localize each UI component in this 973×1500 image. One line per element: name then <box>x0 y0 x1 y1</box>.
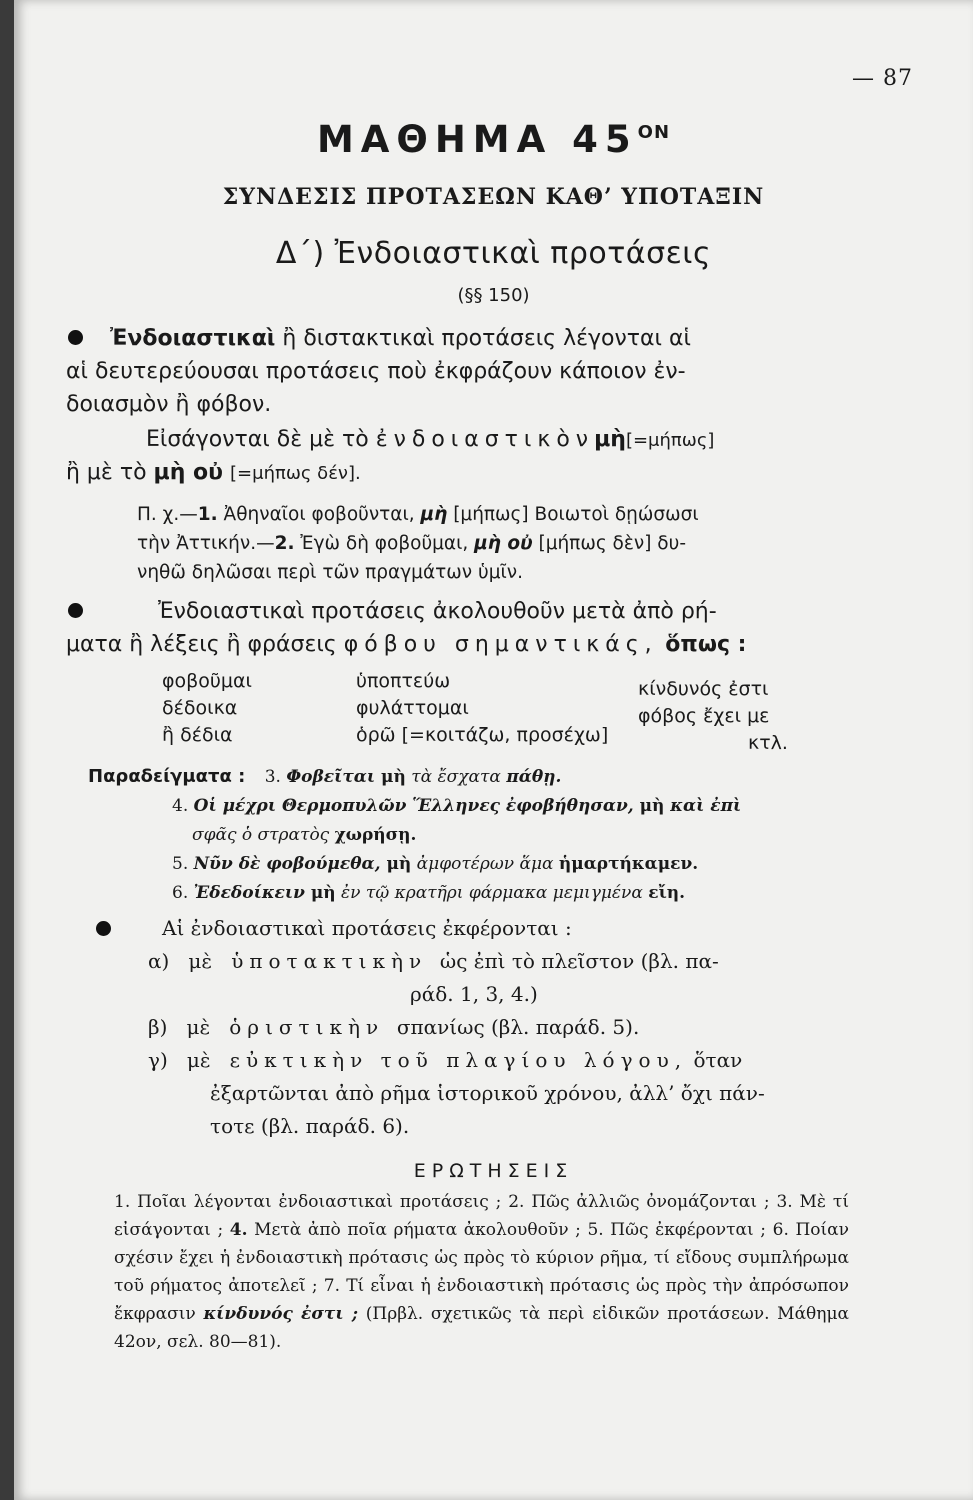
ex-intro-text2c: [μήπως δὲν] δυ- <box>532 533 687 554</box>
ex-intro-text2a: τὴν Ἀττικήν.— <box>137 533 275 554</box>
intro-line1-start: Εἰσάγονται δὲ μὲ τὸ <box>146 427 369 452</box>
follows-line1: Ἐνδοιαστικαὶ προτάσεις ἀκολουθοῦν μετὰ ἀπὸ ρή- <box>158 599 717 624</box>
expression-me: μὲ <box>186 1015 211 1039</box>
questions-text: (Πρβλ. σχετικῶς τὰ περὶ εἰδικῶν προτάσεων. Μάθημα 42ον, σελ. 80—81). <box>114 1304 849 1352</box>
questions-text: 1. Ποῖαι λέγονται ἐνδοιαστικαὶ προτάσεις ; 2. Πῶς ἀλλιῶς ὀνομάζονται ; 3. Μὲ τί εἰσάγονται ; <box>114 1192 849 1240</box>
ex-intro-text1: Ἀθηναῖοι φοβοῦνται, <box>217 504 421 525</box>
verb-item: δέδοικα <box>162 697 238 719</box>
example-num: 3. <box>264 767 281 787</box>
lesson-word: ΜΑΘΗΜΑ <box>316 118 553 161</box>
questions-phrase: κίνδυνός ἐστι ; <box>203 1304 359 1324</box>
verb-item: ἢ δέδια <box>162 724 233 746</box>
lesson-suffix: ΟΝ <box>637 122 671 143</box>
example-tail: ἡμαρτήκαμεν. <box>558 854 699 874</box>
book-page <box>14 0 973 1500</box>
follows-line2-end: ὅπως : <box>657 632 747 657</box>
definition-lead: Ἐνδοιαστικαὶ <box>110 326 276 351</box>
follows-rule-paragraph <box>66 595 856 661</box>
intro-me: μὴ <box>594 427 626 452</box>
ex-intro-text2b: Ἐγὼ δὴ φοβοῦμαι, <box>294 533 475 554</box>
ex-intro-num1: 1. <box>197 504 218 525</box>
bullet-icon <box>96 921 111 936</box>
example-text: ἀμφοτέρων ἅμα <box>411 854 559 874</box>
verb-column-3 <box>638 676 788 757</box>
verb-item: φυλάττομαι <box>356 697 469 719</box>
expression-intro: Αἱ ἐνδοιαστικαὶ προτάσεις ἐκφέρονται : <box>162 916 572 940</box>
expression-me: μὲ <box>186 1048 211 1072</box>
introduction-paragraph <box>66 423 856 489</box>
ex-intro-num2: 2. <box>274 533 295 554</box>
expression-label: α) <box>148 949 170 973</box>
intro-me-ou-gloss: [=μήπως δέν]. <box>230 463 361 484</box>
page-number: — 87 <box>852 66 913 91</box>
expression-rest: ὡς ἐπὶ τὸ πλεῖστον (βλ. πα- <box>439 949 719 973</box>
example-text: σφᾶς ὁ στρατὸς <box>192 825 335 845</box>
example-me: μὴ <box>381 767 406 787</box>
expression-me: μὲ <box>188 949 213 973</box>
ex-intro-line3: νηθῶ δηλῶσαι περὶ τῶν πραγμάτων ὑμῖν. <box>137 562 523 583</box>
example-text: Ἐδεδοίκειν <box>193 883 311 903</box>
example-num: 5. <box>172 854 189 874</box>
example-num: 6. <box>172 883 189 903</box>
verb-column-2 <box>356 668 608 749</box>
expression-rest: ὅταν <box>693 1048 743 1072</box>
definition-line2: αἱ δευτερεύουσαι προτάσεις ποὺ ἐκφράζουν κάποιον ἐν- <box>66 359 686 384</box>
expression-label: γ) <box>148 1048 168 1072</box>
questions-text: Μετὰ ἀπὸ ποῖα ρήματα ἀκολουθοῦν ; 5. Πῶς ἐκφέρονται ; 6. Ποίαν σχέσιν ἔχει ἡ ἐνδοιαστικὴ πρότασις ὡς πρὸς τὸ κύριον ρῆμα, τί εἴδους συμπλήρωμα τοῦ ρήματος ἀποτελεῖ ; 7. Τί εἶναι ἡ ἐνδοιαστικὴ πρότασις ὡς πρὸς τὴν ἀπρόσωπον ἔκφρασιν <box>114 1220 849 1324</box>
example-text: ἐν τῷ κρατῆρι φάρμακα μεμιγμένα <box>335 883 649 903</box>
example-text: τὰ ἔσχατα <box>405 767 507 787</box>
examples-intro <box>137 500 857 587</box>
expression-rest: σπανίως (βλ. παράδ. 5). <box>396 1015 640 1039</box>
chapter-heading: Δ΄) Ἐνδοιαστικαὶ προτάσεις <box>275 236 712 271</box>
verb-item: φόβος ἔχει με <box>638 705 770 727</box>
follows-line2-start: ματα ἢ λέξεις ἢ φράσεις <box>66 632 344 657</box>
expression-mood: ὁριστικὴν <box>229 1015 385 1039</box>
definition-line1: ἢ διστακτικαὶ προτάσεις λέγονται αἱ <box>275 326 691 351</box>
paragraph-reference: (§§ 150) <box>457 285 530 306</box>
example-me: μὴ <box>639 796 665 816</box>
intro-me-ou: μὴ οὐ <box>153 460 224 485</box>
lesson-title <box>14 118 973 161</box>
verb-item: κίνδυνός ἐστι <box>638 678 769 700</box>
verb-item: ὑποπτεύω <box>356 670 451 692</box>
question-number: 4. <box>229 1220 248 1240</box>
verb-item: ὁρῶ [=κοιτάζω, προσέχω] <box>356 724 609 746</box>
expression-line: ἐξαρτῶνται ἀπὸ ρῆμα ἱστορικοῦ χρόνου, ἀλλ’ ὄχι πάν- <box>210 1081 765 1105</box>
expression-mood: εὐκτικὴν τοῦ πλαγίου λόγου, <box>229 1048 688 1072</box>
definition-paragraph <box>66 322 856 421</box>
example-tail: εἴη. <box>648 883 686 903</box>
verb-item: φοβοῦμαι <box>162 670 252 692</box>
lesson-number: 45 <box>572 118 638 161</box>
definition-line3: δοιασμὸν ἢ φόβον. <box>66 392 272 417</box>
example-num: 4. <box>172 796 189 816</box>
example-tail: χωρήσῃ. <box>334 825 417 845</box>
example-text: καὶ ἐπὶ <box>664 796 742 816</box>
expression-line: τοτε (βλ. παράδ. 6). <box>210 1114 410 1138</box>
ex-intro-me-ou: μὴ οὐ <box>474 533 533 554</box>
example-tail: πάθῃ. <box>506 767 562 787</box>
follows-term: φόβου σημαντικάς, <box>343 632 658 657</box>
questions-heading: ΕΡΩΤΗΣΕΙΣ <box>413 1160 574 1182</box>
ex-intro-me: μὴ <box>420 504 448 525</box>
expression-block <box>148 912 848 1143</box>
examples-label: Παραδείγματα : <box>88 766 246 787</box>
ex-intro-label: Π. χ.— <box>137 504 198 525</box>
intro-me-gloss: [=μήπως] <box>625 430 715 451</box>
intro-term: ἐνδοιαστικὸν <box>375 427 595 452</box>
example-me: μὴ <box>310 883 336 903</box>
intro-line2-start: ἢ μὲ τὸ <box>66 460 147 485</box>
verb-column-1 <box>162 668 252 749</box>
ex-intro-text1c: [μήπως] Βοιωτοὶ δῃώσωσι <box>447 504 699 525</box>
section-title: ΣΥΝΔΕΣΙΣ ΠΡΟΤΑΣΕΩΝ ΚΑΘ’ ΥΠΟΤΑΞΙΝ <box>222 184 765 210</box>
example-text: Φοβεῖται <box>286 767 381 787</box>
example-me: μὴ <box>386 854 412 874</box>
examples-block <box>88 762 848 908</box>
example-text: Νῦν δὲ φοβούμεθα, <box>193 854 387 874</box>
example-text: Οἱ μέχρι Θερμοπυλῶν Ἕλληνες ἐφοβήθησαν, <box>193 796 640 816</box>
expression-label: β) <box>148 1015 168 1039</box>
questions-paragraph <box>114 1188 849 1356</box>
expression-line: ράδ. 1, 3, 4.) <box>410 982 538 1006</box>
verb-item: κτλ. <box>748 732 788 754</box>
expression-mood: ὑποτακτικὴν <box>231 949 428 973</box>
